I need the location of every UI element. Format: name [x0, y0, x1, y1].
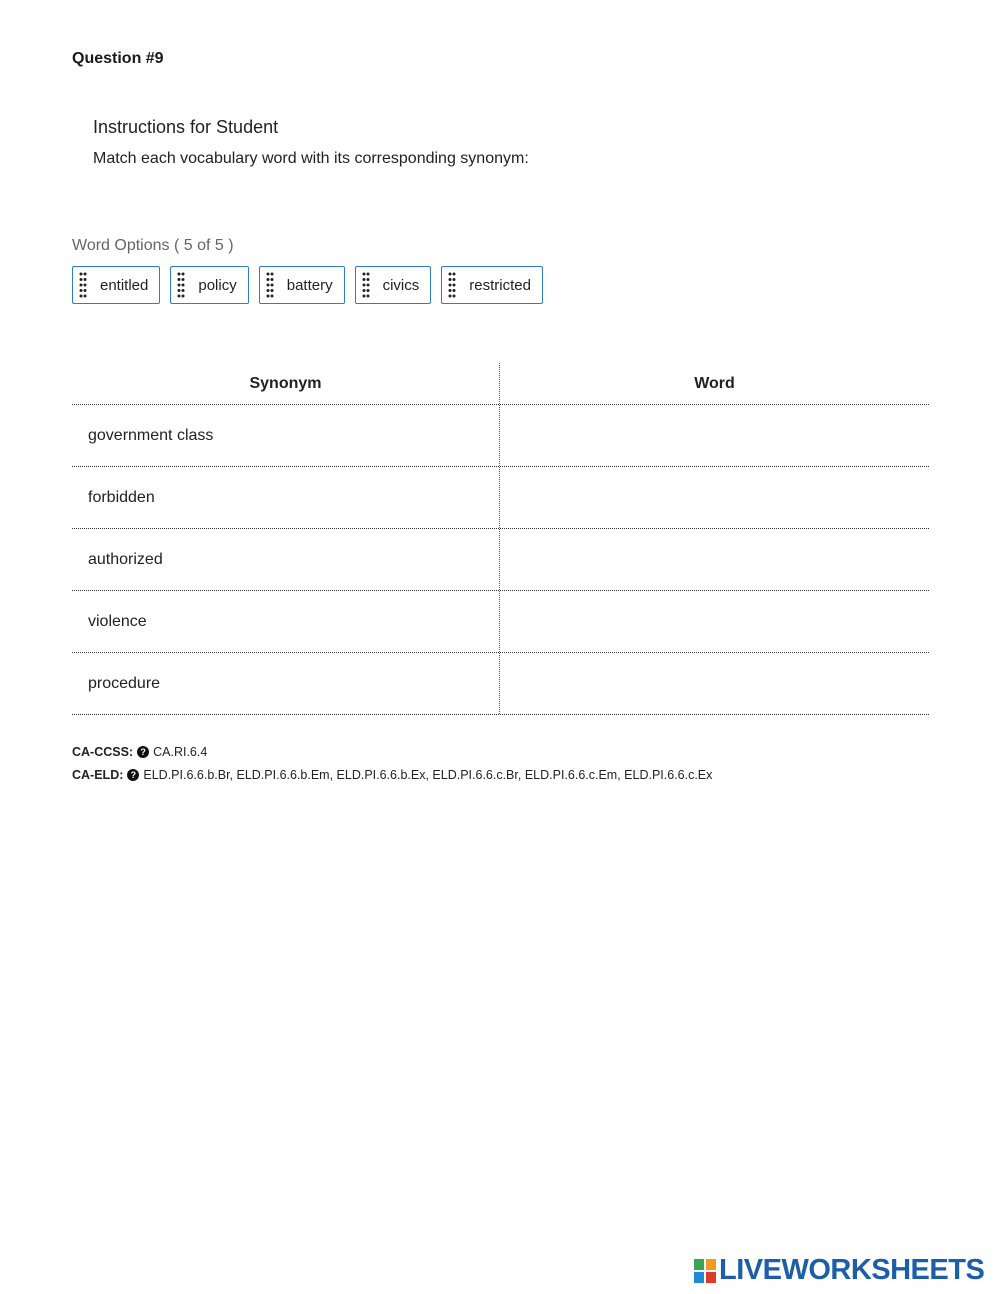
- logo-text: LIVEWORKSHEETS: [719, 1254, 985, 1286]
- eld-value: ELD.PI.6.6.b.Br, ELD.PI.6.6.b.Em, ELD.PI.6.6.b.Ex, ELD.PI.6.6.c.Br, ELD.PI.6.6.c.Em, ELD.PI.6.6.c.Ex: [143, 768, 713, 782]
- word-drop-zone[interactable]: [500, 467, 929, 528]
- table-row: [72, 653, 929, 715]
- word-options-list: [72, 266, 543, 304]
- eld-label: CA-ELD:: [72, 768, 124, 782]
- ccss-standard: [72, 745, 207, 759]
- instructions-title: Instructions for Student: [93, 117, 279, 137]
- liveworksheets-logo-icon: [694, 1259, 716, 1283]
- word-drop-zone[interactable]: [500, 653, 929, 714]
- table-row: [72, 591, 929, 653]
- word-drop-zone[interactable]: [500, 405, 929, 466]
- eld-standard: [72, 768, 712, 782]
- table-row: [72, 405, 929, 467]
- synonym-cell: government class: [72, 405, 500, 466]
- table-row: [72, 467, 929, 529]
- synonym-cell: authorized: [72, 529, 500, 590]
- word-drop-zone[interactable]: [500, 591, 929, 652]
- table-header: [72, 363, 929, 405]
- drag-handle-icon: [266, 272, 274, 298]
- synonym-cell: forbidden: [72, 467, 500, 528]
- word-chip-civics[interactable]: [355, 266, 432, 304]
- word-chip-label: restricted: [469, 276, 531, 294]
- word-chip-label: entitled: [100, 276, 149, 294]
- synonym-column-header: Synonym: [72, 363, 500, 404]
- table-row: [72, 529, 929, 591]
- word-chip-label: policy: [198, 276, 237, 294]
- drag-handle-icon: [362, 272, 370, 298]
- question-circle-icon[interactable]: ?: [127, 769, 139, 781]
- instructions-text: Match each vocabulary word with its corresponding synonym:: [93, 150, 529, 167]
- question-circle-icon[interactable]: ?: [137, 746, 149, 758]
- word-chip-policy[interactable]: [170, 266, 248, 304]
- matching-table: [72, 363, 929, 715]
- drag-handle-icon: [448, 272, 456, 298]
- word-chip-entitled[interactable]: [72, 266, 160, 304]
- liveworksheets-logo: [694, 1254, 984, 1287]
- word-drop-zone[interactable]: [500, 529, 929, 590]
- ccss-label: CA-CCSS:: [72, 745, 134, 759]
- word-column-header: Word: [694, 374, 735, 392]
- ccss-value: CA.RI.6.4: [153, 745, 208, 759]
- word-chip-battery[interactable]: [259, 266, 345, 304]
- synonym-cell: violence: [72, 591, 500, 652]
- drag-handle-icon: [79, 272, 87, 298]
- drag-handle-icon: [177, 272, 185, 298]
- word-chip-label: battery: [286, 276, 333, 294]
- word-options-label: Word Options ( 5 of 5 ): [72, 237, 234, 254]
- synonym-cell: procedure: [72, 653, 500, 714]
- word-chip-restricted[interactable]: [441, 266, 543, 304]
- question-title: Question #9: [72, 50, 164, 67]
- word-chip-label: civics: [382, 276, 420, 294]
